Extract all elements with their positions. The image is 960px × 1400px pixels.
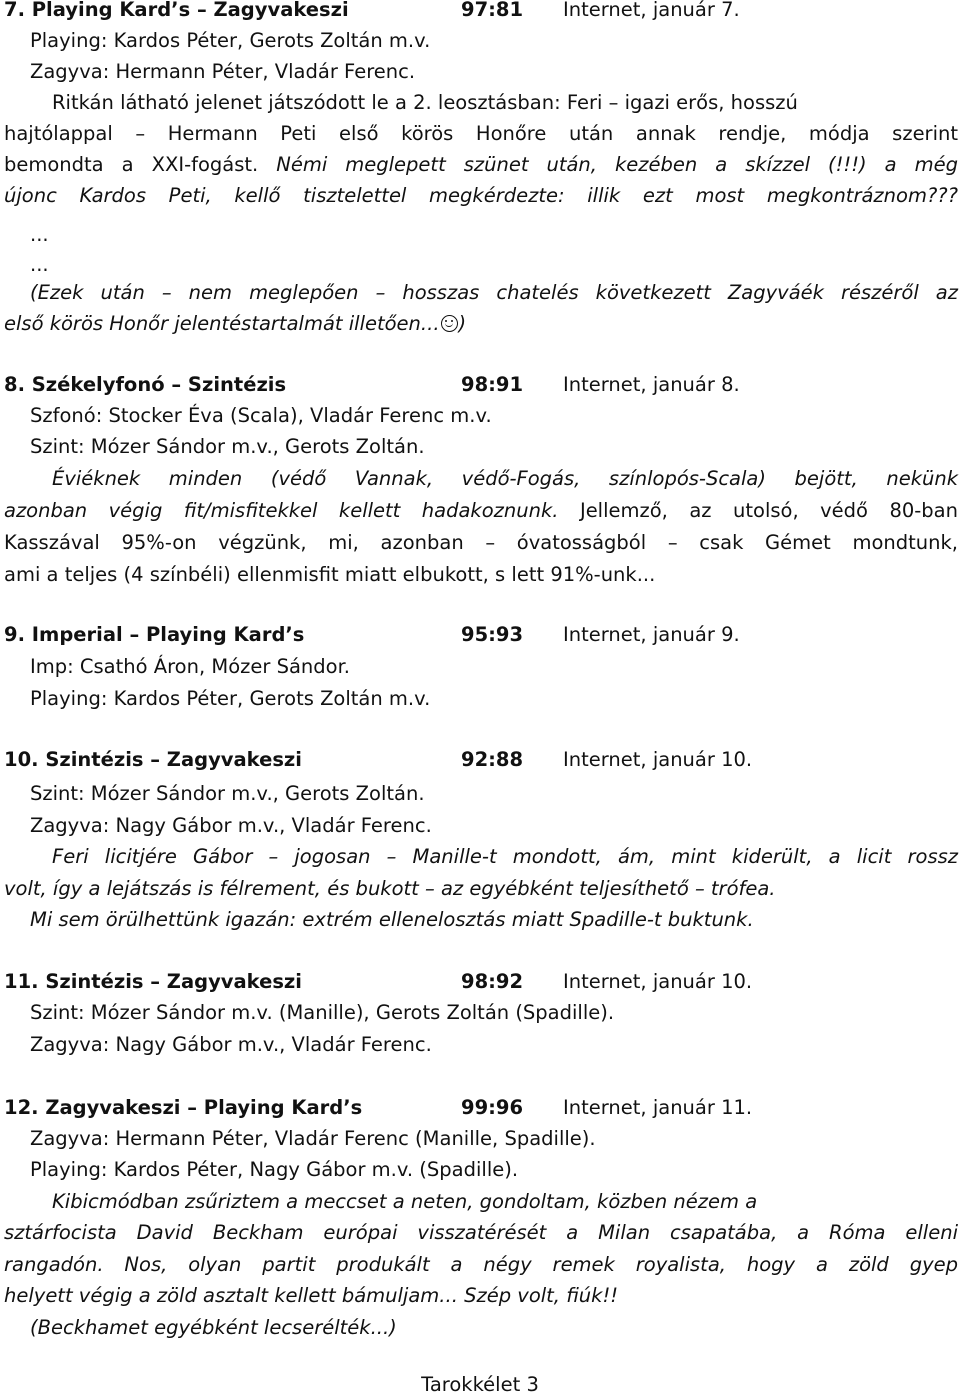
ellipsis-1: ... [30,223,49,246]
match-date: Internet, január 10. [563,748,753,771]
match-10-players-2: Zagyva: Nagy Gábor m.v., Vladár Ferenc. [30,814,432,837]
match-7-text-1: Ritkán látható jelenet játszódott le a 2. leosztásban: Feri – igazi erős, hosszú [52,91,798,114]
match-date: Internet, január 9. [563,623,740,646]
match-12-text-4: helyett végig a zöld asztalt kellett bámuljam... Szép volt, fiúk!! [4,1284,619,1307]
match-12-text-1: Kibicmódban zsűriztem a meccset a neten, gondoltam, közben nézem a [52,1190,758,1213]
smiley-icon [441,315,458,332]
match-7-text-6: első körös Honőr jelentéstartalmát illetően... ) [4,312,467,335]
match-10-text-1: Feri licitjére Gábor – jogosan – Manille-t mondott, ám, mint kiderült, a licit rossz [52,845,958,868]
match-12-text-3: rangadón. Nos, olyan partit produkált a négy remek royalista, hogy a zöld gyep [4,1253,958,1276]
match-7-text-5: (Ezek után – nem meglepően – hosszas chatelés következett Zagyváék részéről az [30,281,958,304]
match-12-players-1: Zagyva: Hermann Péter, Vladár Ferenc (Manille, Spadille). [30,1127,596,1150]
match-8-text-4: ami a teljes (4 színbéli) ellenmisfit miatt elbukott, s lett 91%-unk... [4,563,656,586]
match-10-header [4,745,958,775]
match-8-header [4,370,958,400]
match-11-header [4,967,958,997]
match-8-players-2: Szint: Mózer Sándor m.v., Gerots Zoltán. [30,435,425,458]
page-footer: Tarokkélet 3 [421,1373,539,1396]
match-7-text-2: hajtólappal – Hermann Peti első körös Honőre után annak rendje, módja szerint [4,122,958,145]
match-title: 7. Playing Kard’s – Zagyvakeszi [4,0,349,21]
match-score: 95:93 [461,623,524,646]
match-7-players-1: Playing: Kardos Péter, Gerots Zoltán m.v. [30,29,431,52]
match-score: 99:96 [461,1096,524,1119]
match-date: Internet, január 11. [563,1096,753,1119]
match-10-players-1: Szint: Mózer Sándor m.v., Gerots Zoltán. [30,782,425,805]
ellipsis-2: ... [30,253,49,276]
match-7-players-2: Zagyva: Hermann Péter, Vladár Ferenc. [30,60,416,83]
match-9-players-2: Playing: Kardos Péter, Gerots Zoltán m.v. [30,687,431,710]
match-9-header [4,620,958,650]
match-7-header [4,0,958,25]
match-score: 97:81 [461,0,524,21]
match-score: 92:88 [461,748,524,771]
match-date: Internet, január 8. [563,373,740,396]
match-11-players-1: Szint: Mózer Sándor m.v. (Manille), Gerots Zoltán (Spadille). [30,1001,615,1024]
match-date: Internet, január 10. [563,970,753,993]
match-date: Internet, január 7. [563,0,740,21]
match-8-text-1: Éviéknek minden (védő Vannak, védő-Fogás, színlopós-Scala) bejött, nekünk [52,467,958,490]
match-10-text-3: Mi sem örülhettünk igazán: extrém ellenelosztás miatt Spadille-t buktunk. [30,908,754,931]
match-12-text-2: sztárfocista David Beckham európai visszatérését a Milan csapatába, a Róma elleni [4,1221,958,1244]
match-title: 8. Székelyfonó – Szintézis [4,373,287,396]
match-score: 98:92 [461,970,524,993]
match-12-header [4,1093,958,1123]
match-score: 98:91 [461,373,524,396]
match-12-players-2: Playing: Kardos Péter, Nagy Gábor m.v. (Spadille). [30,1158,519,1181]
match-7-text-3: bemondta a XXI-fogást. Némi meglepett szünet után, kezében a skízzel (!!!) a még [4,153,959,176]
match-7-text-4: újonc Kardos Peti, kellő tisztelettel megkérdezte: illik ezt most megkontráznom??? [4,184,958,207]
match-8-text-2: azonban végig fit/misfitekkel kellett hadakoznunk. Jellemző, az utolsó, védő 80-ban [4,499,958,522]
match-8-text-3: Kasszával 95%-on végzünk, mi, azonban – óvatosságból – csak Gémet mondtunk, [4,531,958,554]
match-title: 12. Zagyvakeszi – Playing Kard’s [4,1096,363,1119]
match-8-players-1: Szfonó: Stocker Éva (Scala), Vladár Ferenc m.v. [30,404,492,427]
match-12-text-5: (Beckhamet egyébként lecserélték...) [30,1316,397,1339]
match-title: 11. Szintézis – Zagyvakeszi [4,970,302,993]
match-11-players-2: Zagyva: Nagy Gábor m.v., Vladár Ferenc. [30,1033,432,1056]
match-title: 9. Imperial – Playing Kard’s [4,623,305,646]
match-title: 10. Szintézis – Zagyvakeszi [4,748,302,771]
match-9-players-1: Imp: Csathó Áron, Mózer Sándor. [30,655,350,678]
match-10-text-2: volt, így a lejátszás is félrement, és bukott – az egyébként teljesíthető – trófea. [4,877,776,900]
